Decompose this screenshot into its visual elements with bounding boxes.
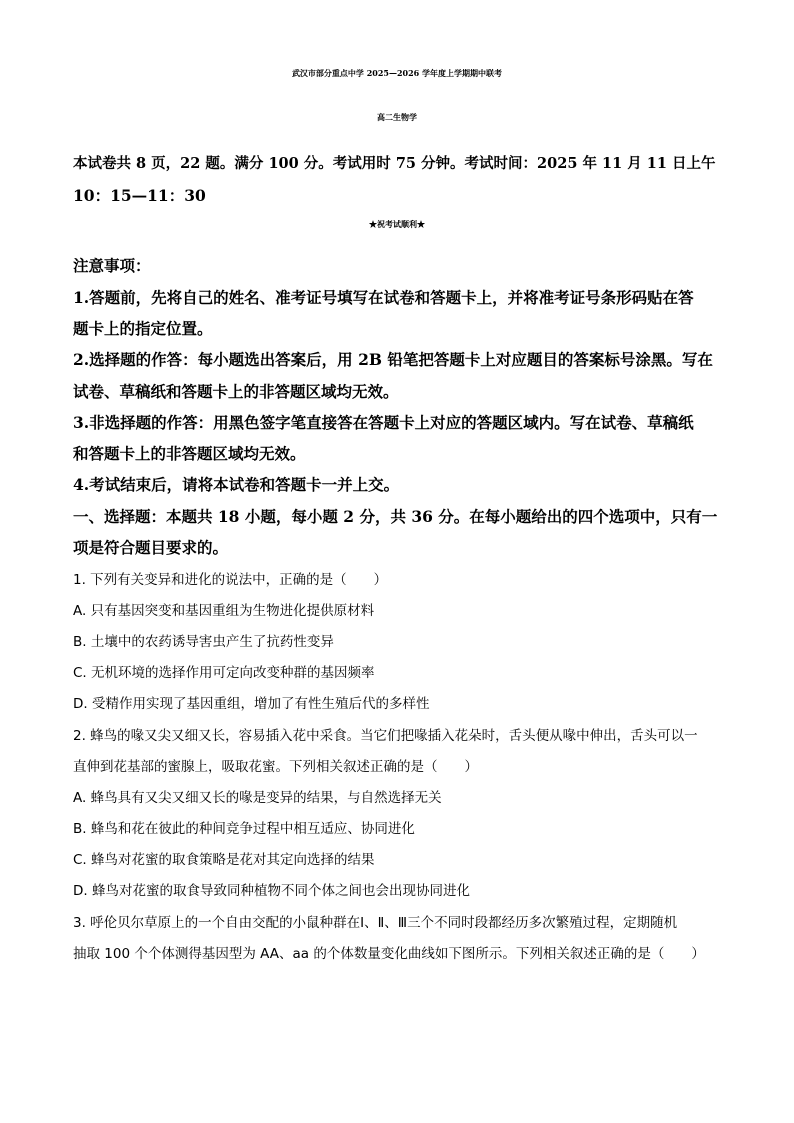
question-1-option-d: D. 受精作用实现了基因重组，增加了有性生殖后代的多样性 xyxy=(73,696,430,712)
question-2-option-c: C. 蜂鸟对花蜜的取食策略是花对其定向选择的结果 xyxy=(73,852,375,868)
question-2-option-b: B. 蜂鸟和花在彼此的种间竞争过程中相互适应、协同进化 xyxy=(73,821,415,837)
notice-line: 和答题卡上的非答题区域均无效。 xyxy=(73,444,306,463)
notice-heading: 注意事项： xyxy=(73,256,151,275)
exam-info-line-1: 本试卷共 8 页，22 题。满分 100 分。考试用时 75 分钟。考试时间：2025 年 11 月 11 日上午 xyxy=(73,155,716,172)
section-heading-line-2: 项是符合题目要求的。 xyxy=(73,538,229,557)
question-1-option-c: C. 无机环境的选择作用可定向改变种群的基因频率 xyxy=(73,665,375,681)
question-3-stem-line-2: 抽取 100 个个体测得基因型为 AA、aa 的个体数量变化曲线如下图所示。下列相关叙述正确的是（ ） xyxy=(73,946,705,962)
notice-line: 2.选择题的作答：每小题选出答案后，用 2B 铅笔把答题卡上对应题目的答案标号涂黑。写在 xyxy=(73,350,713,369)
notice-line: 3.非选择题的作答：用黑色签字笔直接答在答题卡上对应的答题区域内。写在试卷、草稿纸 xyxy=(73,413,694,432)
notice-line: 试卷、草稿纸和答题卡上的非答题区域均无效。 xyxy=(73,382,399,401)
blessing-text: ★祝考试顺利★ xyxy=(369,219,425,229)
question-3-stem-line-1: 3. 呼伦贝尔草原上的一个自由交配的小鼠种群在Ⅰ、Ⅱ、Ⅲ三个不同时段都经历多次繁殖过程，定期随机 xyxy=(73,915,678,931)
question-2-stem-line-1: 2. 蜂鸟的喙又尖又细又长，容易插入花中采食。当它们把喙插入花朵时，舌头便从喙中伸出，舌头可以一 xyxy=(73,728,698,744)
notice-line: 题卡上的指定位置。 xyxy=(73,319,213,338)
subject-title: 高二生物学 xyxy=(377,112,417,122)
question-2-option-d: D. 蜂鸟对花蜜的取食导致同种植物不同个体之间也会出现协同进化 xyxy=(73,883,470,899)
notice-line: 4.考试结束后，请将本试卷和答题卡一并上交。 xyxy=(73,475,400,494)
exam-info-line-2: 10：15—11：30 xyxy=(73,186,206,205)
notice-line: 1.答题前，先将自己的姓名、准考证号填写在试卷和答题卡上，并将准考证号条形码贴在答 xyxy=(73,288,694,307)
question-2-option-a: A. 蜂鸟具有又尖又细又长的喙是变异的结果，与自然选择无关 xyxy=(73,790,442,806)
section-heading-line-1: 一、选择题：本题共 18 小题，每小题 2 分，共 36 分。在每小题给出的四个选项中，只有一 xyxy=(73,507,718,526)
question-1-option-b: B. 土壤中的农药诱导害虫产生了抗药性变异 xyxy=(73,634,334,650)
question-2-stem-line-2: 直伸到花基部的蜜腺上，吸取花蜜。下列相关叙述正确的是（ ） xyxy=(73,759,478,775)
question-1-stem: 1. 下列有关变异和进化的说法中，正确的是（ ） xyxy=(73,572,388,588)
question-1-option-a: A. 只有基因突变和基因重组为生物进化提供原材料 xyxy=(73,603,375,619)
exam-title: 武汉市部分重点中学 2025—2026 学年度上学期期中联考 xyxy=(291,68,503,78)
